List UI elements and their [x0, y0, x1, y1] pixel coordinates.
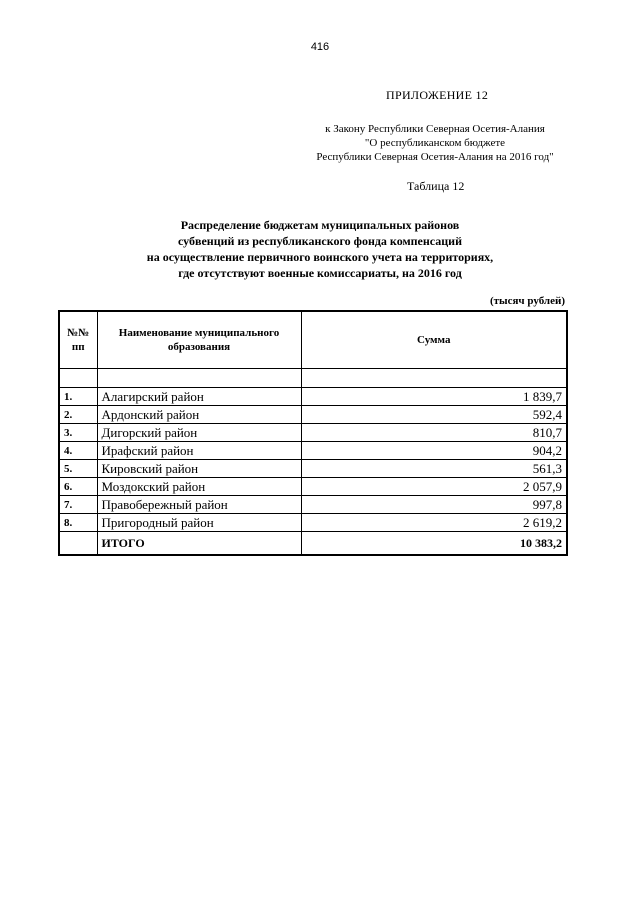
row-number: 1.: [59, 388, 97, 406]
table-number: Таблица 12: [407, 179, 465, 193]
table-row: [59, 460, 567, 478]
law-reference: [300, 122, 570, 164]
title-line: субвенций из республиканского фонда компенсаций: [177, 234, 463, 248]
budget-table: [58, 310, 568, 556]
row-name: Моздокский район: [97, 478, 301, 496]
row-name: Пригородный район: [97, 514, 301, 532]
header-number-line2: пп: [71, 341, 85, 353]
appendix-heading: ПРИЛОЖЕНИЕ 12: [386, 88, 489, 102]
row-number: 3.: [59, 424, 97, 442]
row-number: 2.: [59, 406, 97, 424]
row-number: 5.: [59, 460, 97, 478]
row-number: 7.: [59, 496, 97, 514]
header-name-line2: образования: [167, 341, 231, 353]
row-amount: 904,2: [301, 442, 567, 460]
header-amount: Сумма: [301, 311, 567, 369]
table-row: [59, 406, 567, 424]
row-amount: 997,8: [301, 496, 567, 514]
row-amount: 592,4: [301, 406, 567, 424]
row-number: 8.: [59, 514, 97, 532]
table-row: [59, 388, 567, 406]
row-name: Дигорский район: [97, 424, 301, 442]
total-label: ИТОГО: [97, 532, 301, 556]
table-row: [59, 442, 567, 460]
header-number-line1: №№: [67, 327, 90, 339]
row-amount: 2 057,9: [301, 478, 567, 496]
law-reference-line: "О республиканском бюджете: [364, 137, 506, 149]
total-row: [59, 532, 567, 556]
header-name: [97, 311, 301, 369]
document-title: [100, 217, 540, 281]
units-label: (тысяч рублей): [489, 295, 565, 307]
table-row: [59, 424, 567, 442]
row-name: Алагирский район: [97, 388, 301, 406]
header-number: [59, 311, 97, 369]
row-name: Ардонский район: [97, 406, 301, 424]
title-line: на осуществление первичного воинского учета на территориях,: [146, 250, 494, 264]
law-reference-line: к Закону Республики Северная Осетия-Алания: [325, 123, 545, 135]
total-number-cell: [59, 532, 97, 556]
title-line: где отсутствуют военные комиссариаты, на 2016 год: [178, 266, 462, 280]
page-number: 416: [310, 41, 330, 53]
row-number: 6.: [59, 478, 97, 496]
law-reference-line: Республики Северная Осетия-Алания на 2016 год": [316, 151, 554, 163]
table-row: [59, 496, 567, 514]
row-name: Ирафский район: [97, 442, 301, 460]
row-amount: 810,7: [301, 424, 567, 442]
row-amount: 561,3: [301, 460, 567, 478]
row-name: Кировский район: [97, 460, 301, 478]
row-number: 4.: [59, 442, 97, 460]
row-amount: 2 619,2: [301, 514, 567, 532]
spacer-row: [59, 369, 567, 388]
table-row: [59, 478, 567, 496]
title-line: Распределение бюджетам муниципальных районов: [180, 218, 460, 232]
table-header-row: [59, 311, 567, 369]
row-amount: 1 839,7: [301, 388, 567, 406]
header-name-line1: Наименование муниципального: [118, 327, 280, 339]
total-amount: 10 383,2: [301, 532, 567, 556]
table-row: [59, 514, 567, 532]
row-name: Правобережный район: [97, 496, 301, 514]
